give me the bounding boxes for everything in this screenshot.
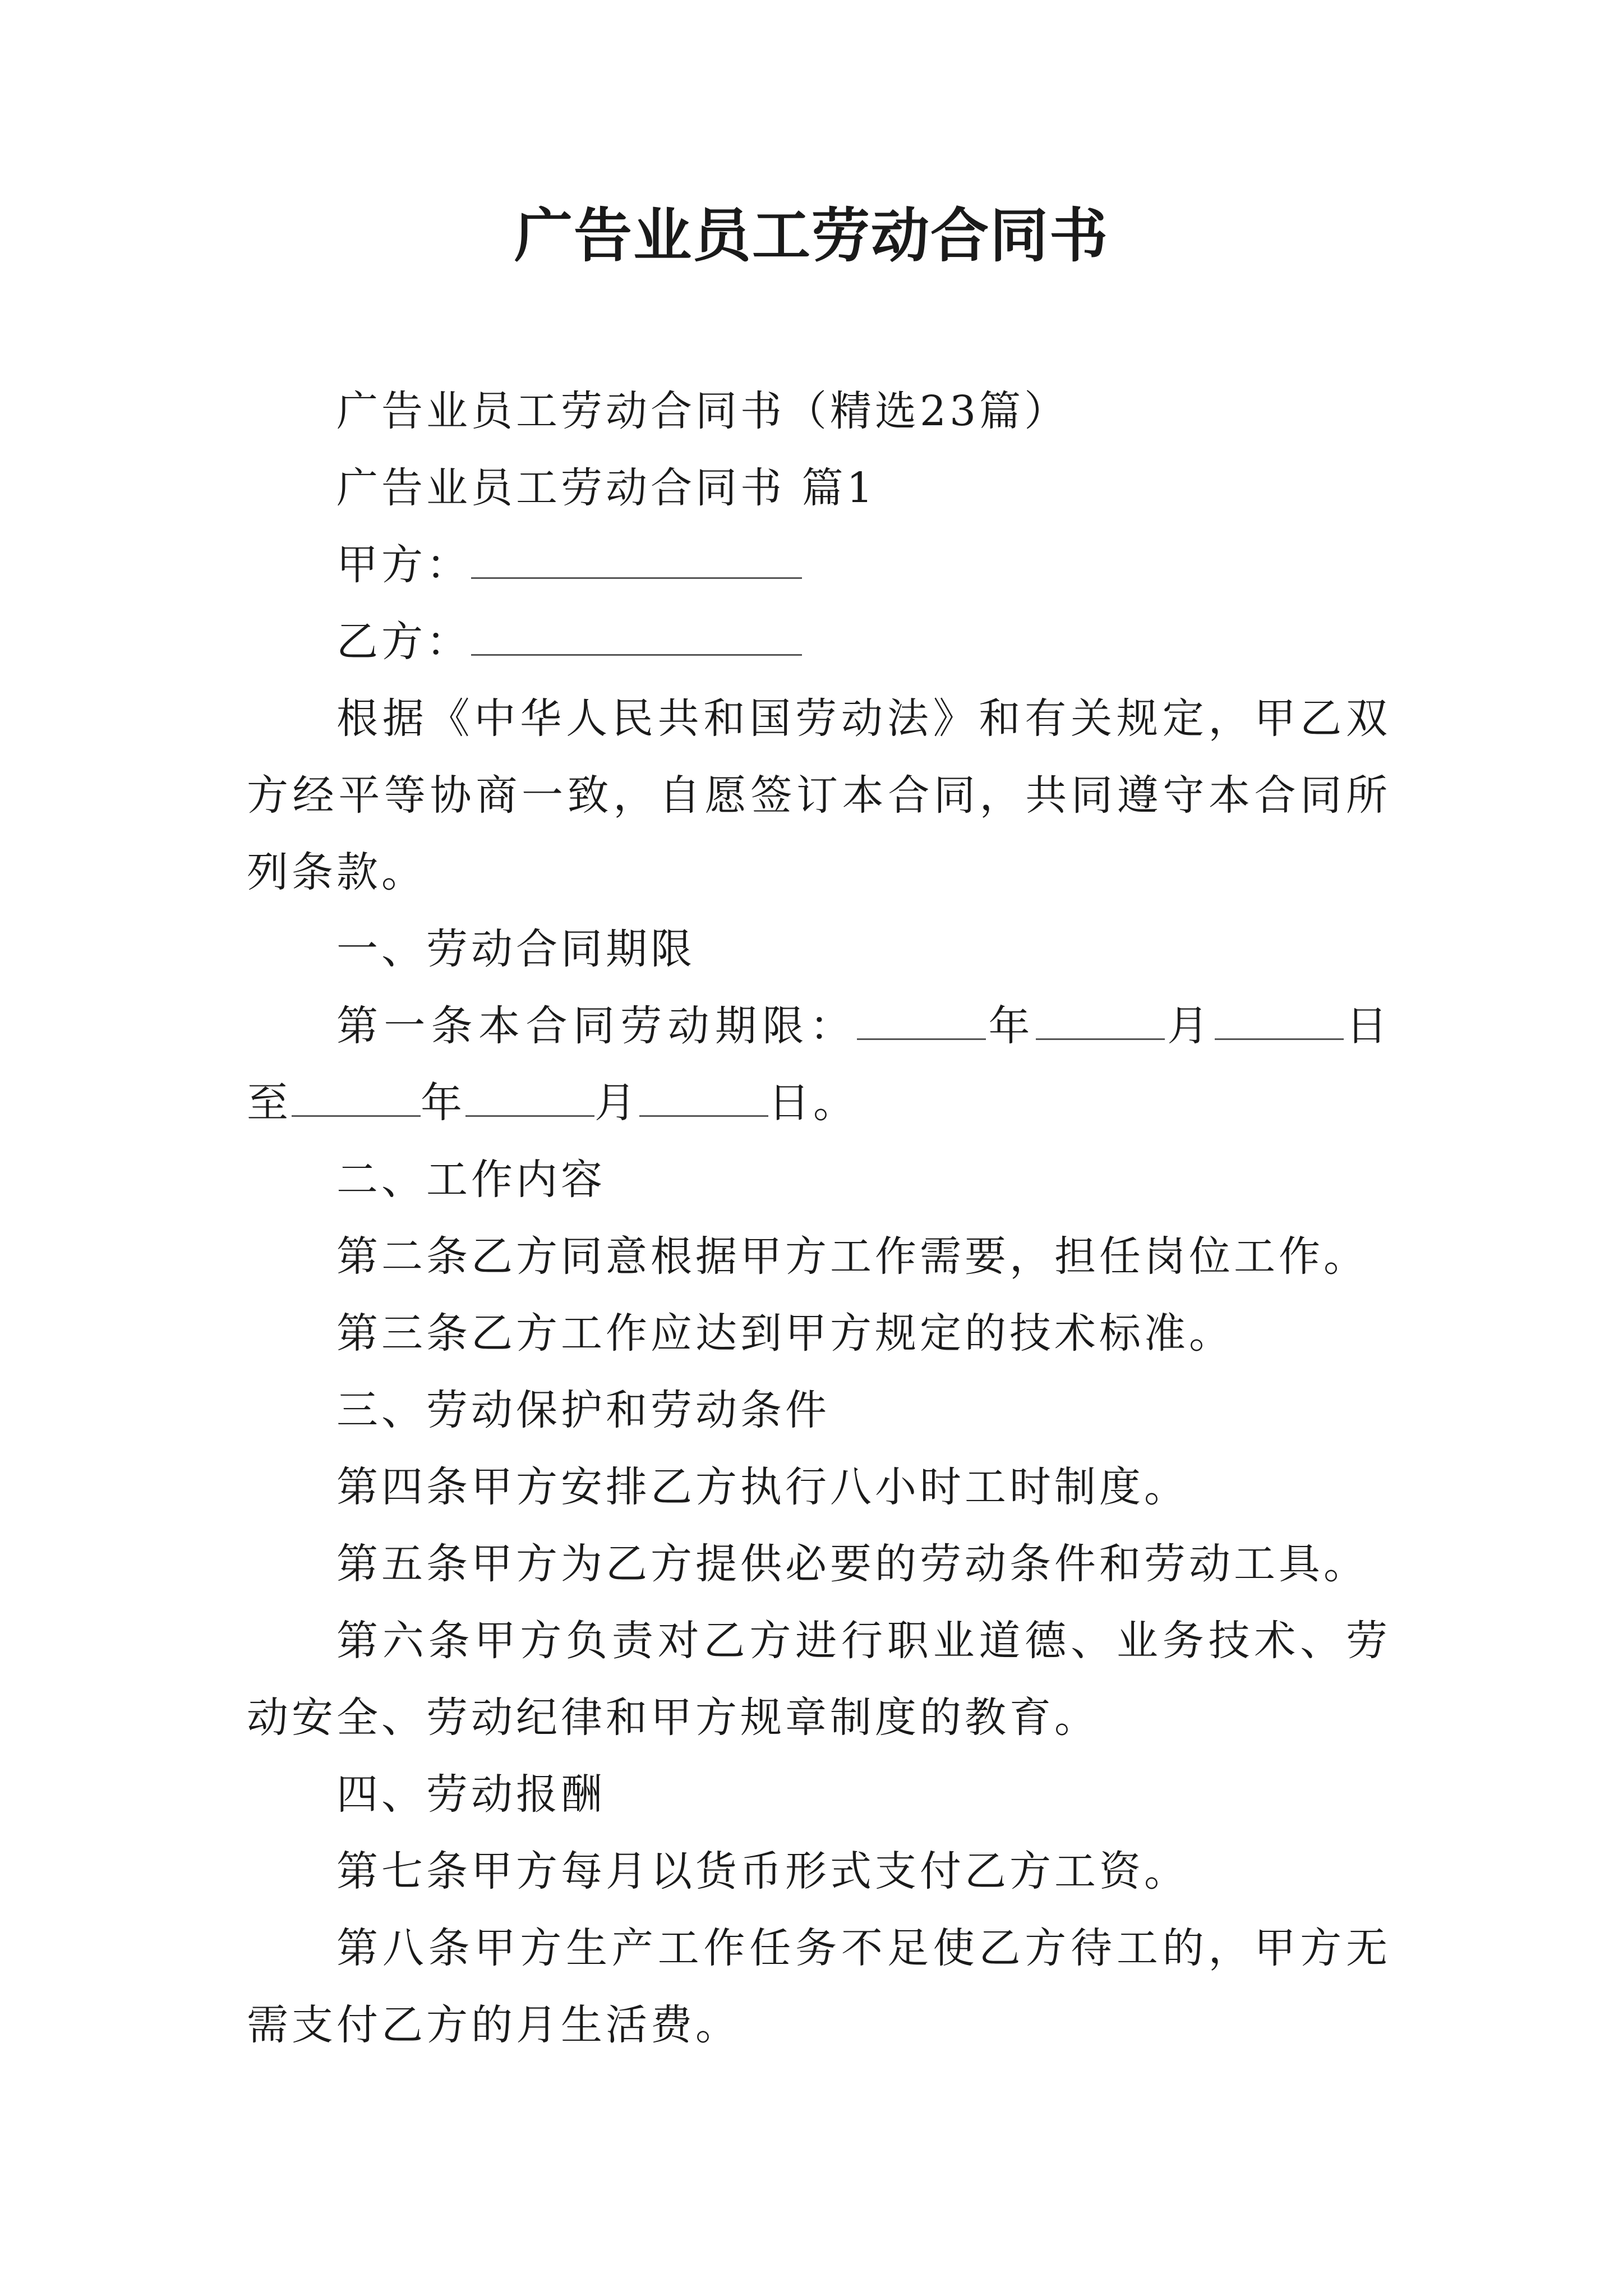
section-2-heading: 二、工作内容 [336,1156,606,1204]
article-2-paragraph: 第二条乙方同意根据甲方工作需要，担任岗位工作。 [336,1232,1368,1281]
article-6-paragraph: 第六条甲方负责对乙方进行职业道德、业务技术、劳动安全、劳动纪律和甲方规章制度的教育。 [247,1617,1391,1742]
day-to-label: 日至 [247,1002,1391,1127]
section-1-heading: 一、劳动合同期限 [336,925,695,973]
start-month-blank [1036,1005,1165,1040]
section-3-heading: 三、劳动保护和劳动条件 [336,1386,830,1434]
party-b-blank [471,620,802,656]
start-day-blank [1215,1005,1344,1040]
party-a-blank [471,544,802,579]
article-4-paragraph: 第四条甲方安排乙方执行八小时工时制度。 [336,1463,1189,1511]
piece-paragraph: 广告业员工劳动合同书 篇1 [336,464,877,512]
article-1-paragraph [247,988,1391,1142]
article-1-prefix: 第一条本合同劳动期限： [336,1002,857,1050]
party-a-line [247,527,1391,604]
start-year-blank [857,1005,986,1040]
year-label: 年 [986,1002,1036,1050]
article-7-paragraph: 第七条甲方每月以货币形式支付乙方工资。 [336,1847,1189,1895]
end-year-blank [292,1082,421,1117]
month-label: 月 [594,1079,639,1127]
day-end-label: 日。 [768,1079,858,1127]
year-label: 年 [421,1079,465,1127]
party-b-line [247,604,1391,680]
section-4-heading: 四、劳动报酬 [336,1770,606,1819]
subtitle-paragraph: 广告业员工劳动合同书（精选23篇） [336,387,1069,435]
article-3-paragraph: 第三条乙方工作应达到甲方规定的技术标准。 [336,1309,1234,1358]
intro-paragraph: 根据《中华人民共和国劳动法》和有关规定，甲乙双方经平等协商一致，自愿签订本合同，共同遵守本合同所列条款。 [247,694,1391,896]
party-b-label: 乙方： [336,618,471,666]
party-a-label: 甲方： [336,541,471,589]
end-day-blank [639,1082,768,1117]
article-8-paragraph: 第八条甲方生产工作任务不足使乙方待工的，甲方无需支付乙方的月生活费。 [247,1924,1391,2049]
month-label: 月 [1164,1002,1215,1050]
document-body [247,373,1391,2064]
end-month-blank [465,1082,594,1117]
document-title: 广告业员工劳动合同书 [514,201,1109,270]
article-5-paragraph: 第五条甲方为乙方提供必要的劳动条件和劳动工具。 [336,1540,1368,1588]
